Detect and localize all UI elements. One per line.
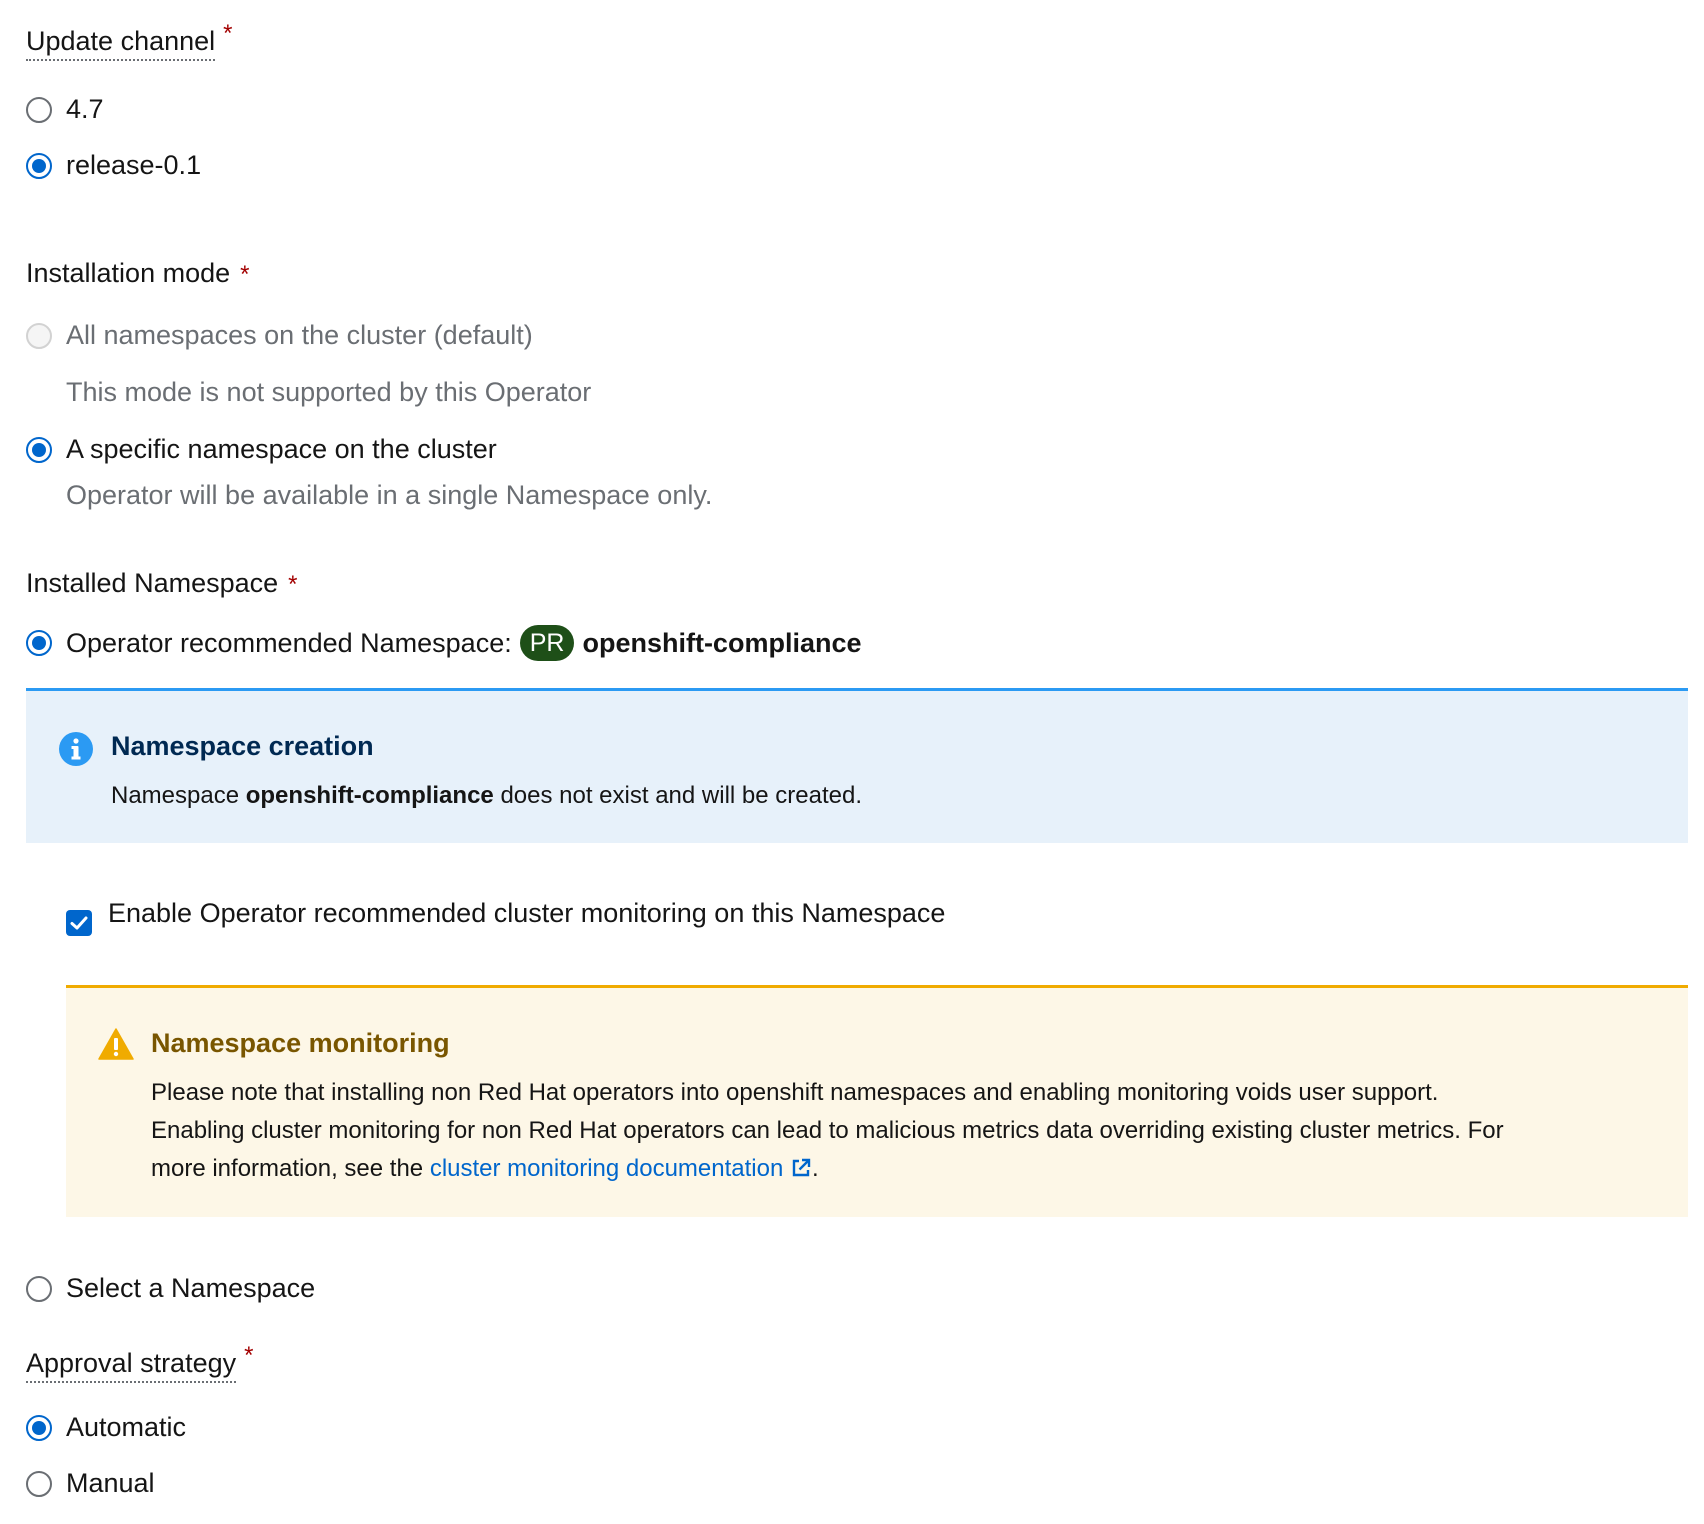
- namespace-monitoring-body: [151, 1074, 1671, 1188]
- channel-4-7-label[interactable]: 4.7: [66, 94, 104, 124]
- channel-option-4-7[interactable]: [26, 94, 104, 125]
- approval-manual-label[interactable]: Manual: [66, 1468, 155, 1498]
- approval-automatic-label[interactable]: Automatic: [66, 1412, 187, 1442]
- warning-line-2: Enabling cluster monitoring for non Red Hat operators can lead to malicious metrics data overriding existing cluster metrics. For: [151, 1117, 1504, 1144]
- check-icon: [69, 913, 89, 933]
- namespace-creation-prefix: Namespace: [111, 782, 240, 809]
- mode-specific-namespace-label[interactable]: A specific namespace on the cluster: [66, 434, 497, 464]
- installation-mode-label: Installation mode: [26, 258, 231, 288]
- mode-all-namespaces-radio: [26, 323, 52, 349]
- mode-specific-namespace-help: Operator will be available in a single Namespace only.: [66, 480, 713, 510]
- approval-option-automatic[interactable]: [26, 1412, 186, 1443]
- namespace-option-select[interactable]: [26, 1273, 315, 1304]
- installed-namespace-label: Installed Namespace: [26, 568, 279, 598]
- update-channel-group-label: [26, 20, 233, 57]
- namespace-monitoring-title: Namespace monitoring: [151, 1028, 450, 1058]
- approval-automatic-radio[interactable]: [26, 1415, 52, 1441]
- warning-triangle-icon: [98, 1028, 134, 1060]
- namespace-creation-title: Namespace creation: [111, 731, 374, 761]
- monitoring-checkbox-row[interactable]: [66, 898, 946, 939]
- update-channel-label[interactable]: Update channel: [26, 26, 215, 61]
- required-indicator: *: [244, 1342, 254, 1369]
- warning-line-3: [151, 1150, 1671, 1188]
- warning-line-1: Please note that installing non Red Hat operators into openshift namespaces and enabling monitoring voids user support.: [151, 1079, 1439, 1106]
- mode-option-all-namespaces: [26, 320, 533, 351]
- channel-option-release[interactable]: [26, 150, 201, 181]
- namespace-recommended-radio[interactable]: [26, 630, 52, 656]
- namespace-option-recommended[interactable]: [26, 625, 861, 661]
- namespace-creation-alert: [26, 688, 1688, 843]
- approval-strategy-group-label: [26, 1342, 254, 1379]
- info-circle-icon: [58, 731, 94, 767]
- monitoring-checkbox-label[interactable]: Enable Operator recommended cluster monitoring on this Namespace: [108, 898, 946, 928]
- namespace-select-label[interactable]: Select a Namespace: [66, 1273, 316, 1303]
- required-indicator: *: [223, 20, 233, 47]
- namespace-monitoring-alert: [66, 985, 1688, 1217]
- namespace-creation-suffix: does not exist and will be created.: [500, 782, 862, 809]
- mode-specific-namespace-radio[interactable]: [26, 437, 52, 463]
- approval-strategy-label[interactable]: Approval strategy: [26, 1348, 236, 1383]
- channel-release-label[interactable]: release-0.1: [66, 150, 202, 180]
- cluster-monitoring-docs-link[interactable]: cluster monitoring documentation: [430, 1155, 812, 1182]
- approval-option-manual[interactable]: [26, 1468, 155, 1499]
- mode-all-namespaces-help: This mode is not supported by this Operator: [66, 377, 592, 407]
- recommended-namespace-name: openshift-compliance: [582, 627, 862, 658]
- approval-manual-radio[interactable]: [26, 1471, 52, 1497]
- channel-4-7-radio[interactable]: [26, 97, 52, 123]
- installation-mode-group-label: [26, 258, 249, 289]
- mode-all-namespaces-label: All namespaces on the cluster (default): [66, 320, 533, 350]
- monitoring-checkbox[interactable]: [66, 910, 92, 936]
- required-indicator: *: [288, 571, 298, 598]
- namespace-creation-body: [111, 777, 862, 815]
- channel-release-radio[interactable]: [26, 153, 52, 179]
- installed-namespace-group-label: [26, 568, 297, 599]
- warning-line-3-suffix: .: [812, 1155, 819, 1182]
- namespace-recommended-label[interactable]: Operator recommended Namespace:: [66, 627, 512, 658]
- namespace-creation-name: openshift-compliance: [245, 782, 494, 809]
- warning-line-3-prefix: more information, see the: [151, 1155, 424, 1182]
- required-indicator: *: [240, 261, 250, 288]
- namespace-select-radio[interactable]: [26, 1276, 52, 1302]
- external-link-icon: [790, 1157, 812, 1179]
- project-badge: PR: [520, 625, 575, 661]
- mode-option-specific-namespace[interactable]: [26, 434, 497, 465]
